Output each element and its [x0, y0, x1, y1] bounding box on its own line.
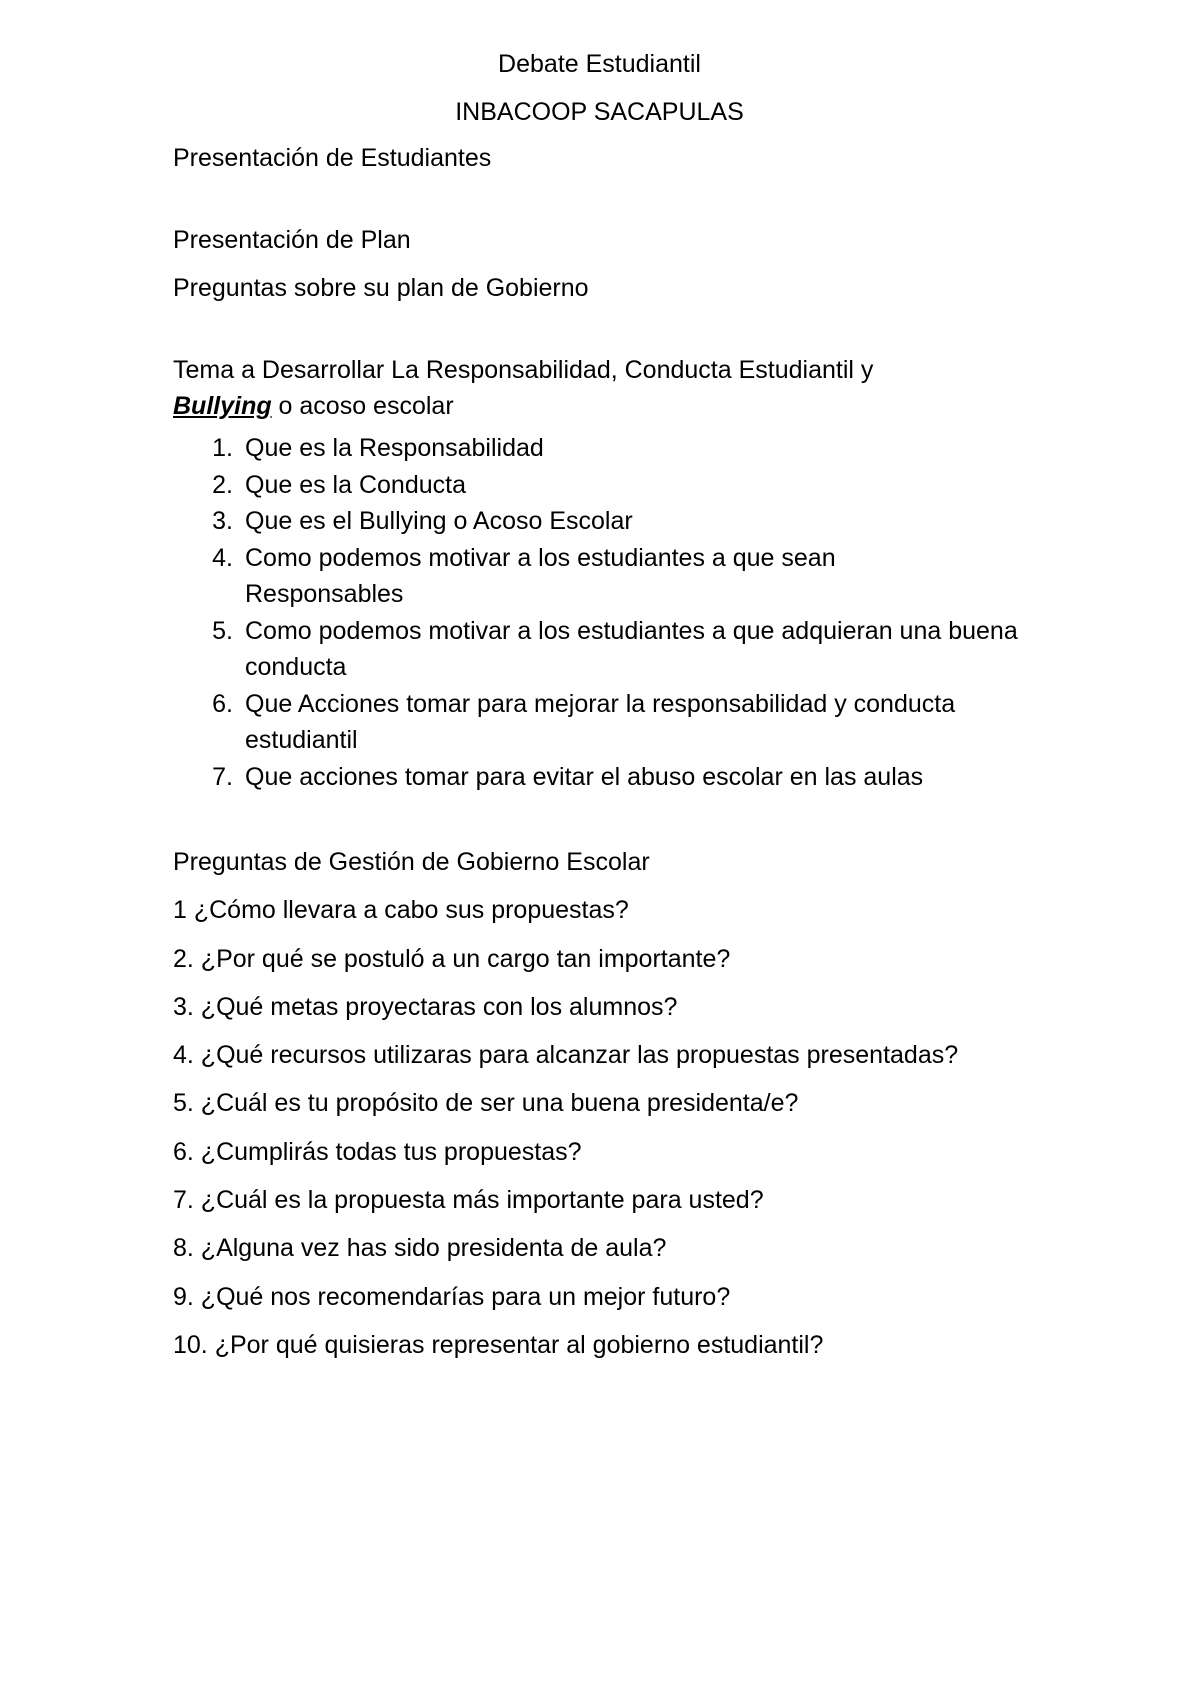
- list-item-number: 2.: [212, 470, 233, 499]
- school-name: INBACOOP SACAPULAS: [455, 98, 744, 126]
- question-item: 2. ¿Por qué se postuló a un cargo tan importante?: [173, 944, 731, 973]
- question-item: 7. ¿Cuál es la propuesta más importante para usted?: [173, 1186, 764, 1215]
- list-item-text: Que es el Bullying o Acoso Escolar: [245, 507, 633, 535]
- list-item-text: Que es la Conducta: [245, 470, 466, 499]
- document-title: Debate Estudiantil: [498, 50, 701, 78]
- list-item-text: Como podemos motivar a los estudiantes a que sean Responsables: [245, 543, 836, 608]
- list-item-text: Como podemos motivar a los estudiantes a que adquieran una buena conducta: [245, 616, 1018, 681]
- topic-heading: [173, 352, 1053, 424]
- list-item-text: Que acciones tomar para evitar el abuso escolar en las aulas: [245, 762, 924, 791]
- gestion-heading: Preguntas de Gestión de Gobierno Escolar: [173, 848, 650, 876]
- list-item: [173, 686, 1053, 759]
- document-content: [173, 46, 1053, 1375]
- question-item: 9. ¿Qué nos recomendarías para un mejor futuro?: [173, 1282, 731, 1311]
- list-item: [173, 613, 1053, 686]
- section-plan-questions: Preguntas sobre su plan de Gobierno: [173, 274, 589, 302]
- question-item: 1 ¿Cómo llevara a cabo sus propuestas?: [173, 896, 629, 925]
- list-item: [173, 503, 1053, 540]
- topics-list-wrapper: [173, 430, 1053, 795]
- topic-heading-prefix: Tema a Desarrollar La Responsabilidad, Conducta Estudiantil y: [173, 356, 874, 384]
- question-item: 10. ¿Por qué quisieras representar al gobierno estudiantil?: [173, 1330, 824, 1359]
- section-presentation-students: Presentación de Estudiantes: [173, 144, 492, 172]
- list-item-number: 1.: [212, 434, 233, 462]
- question-item: 6. ¿Cumplirás todas tus propuestas?: [173, 1137, 582, 1166]
- list-item-number: 5.: [212, 616, 233, 645]
- list-item: [173, 759, 1053, 796]
- list-item-text: Que Acciones tomar para mejorar la responsabilidad y conducta estudiantil: [245, 689, 956, 754]
- topic-heading-suffix: o acoso escolar: [271, 392, 454, 420]
- topics-list: [173, 430, 1053, 795]
- list-item-number: 6.: [212, 689, 233, 718]
- section-presentation-plan: Presentación de Plan: [173, 226, 411, 254]
- list-item: [173, 467, 1053, 504]
- list-item-number: 3.: [212, 507, 233, 535]
- list-item-number: 7.: [212, 762, 233, 791]
- list-item: [173, 430, 1053, 467]
- list-item-number: 4.: [212, 543, 233, 572]
- question-item: 3. ¿Qué metas proyectaras con los alumnos?: [173, 992, 678, 1021]
- topic-heading-bullying: Bullying: [173, 392, 272, 420]
- list-item: [173, 540, 1053, 613]
- question-item: 5. ¿Cuál es tu propósito de ser una buena presidenta/e?: [173, 1089, 799, 1118]
- question-item: 8. ¿Alguna vez has sido presidenta de aula?: [173, 1234, 667, 1263]
- question-item: 4. ¿Qué recursos utilizaras para alcanzar las propuestas presentadas?: [173, 1041, 959, 1070]
- list-item-text: Que es la Responsabilidad: [245, 434, 544, 462]
